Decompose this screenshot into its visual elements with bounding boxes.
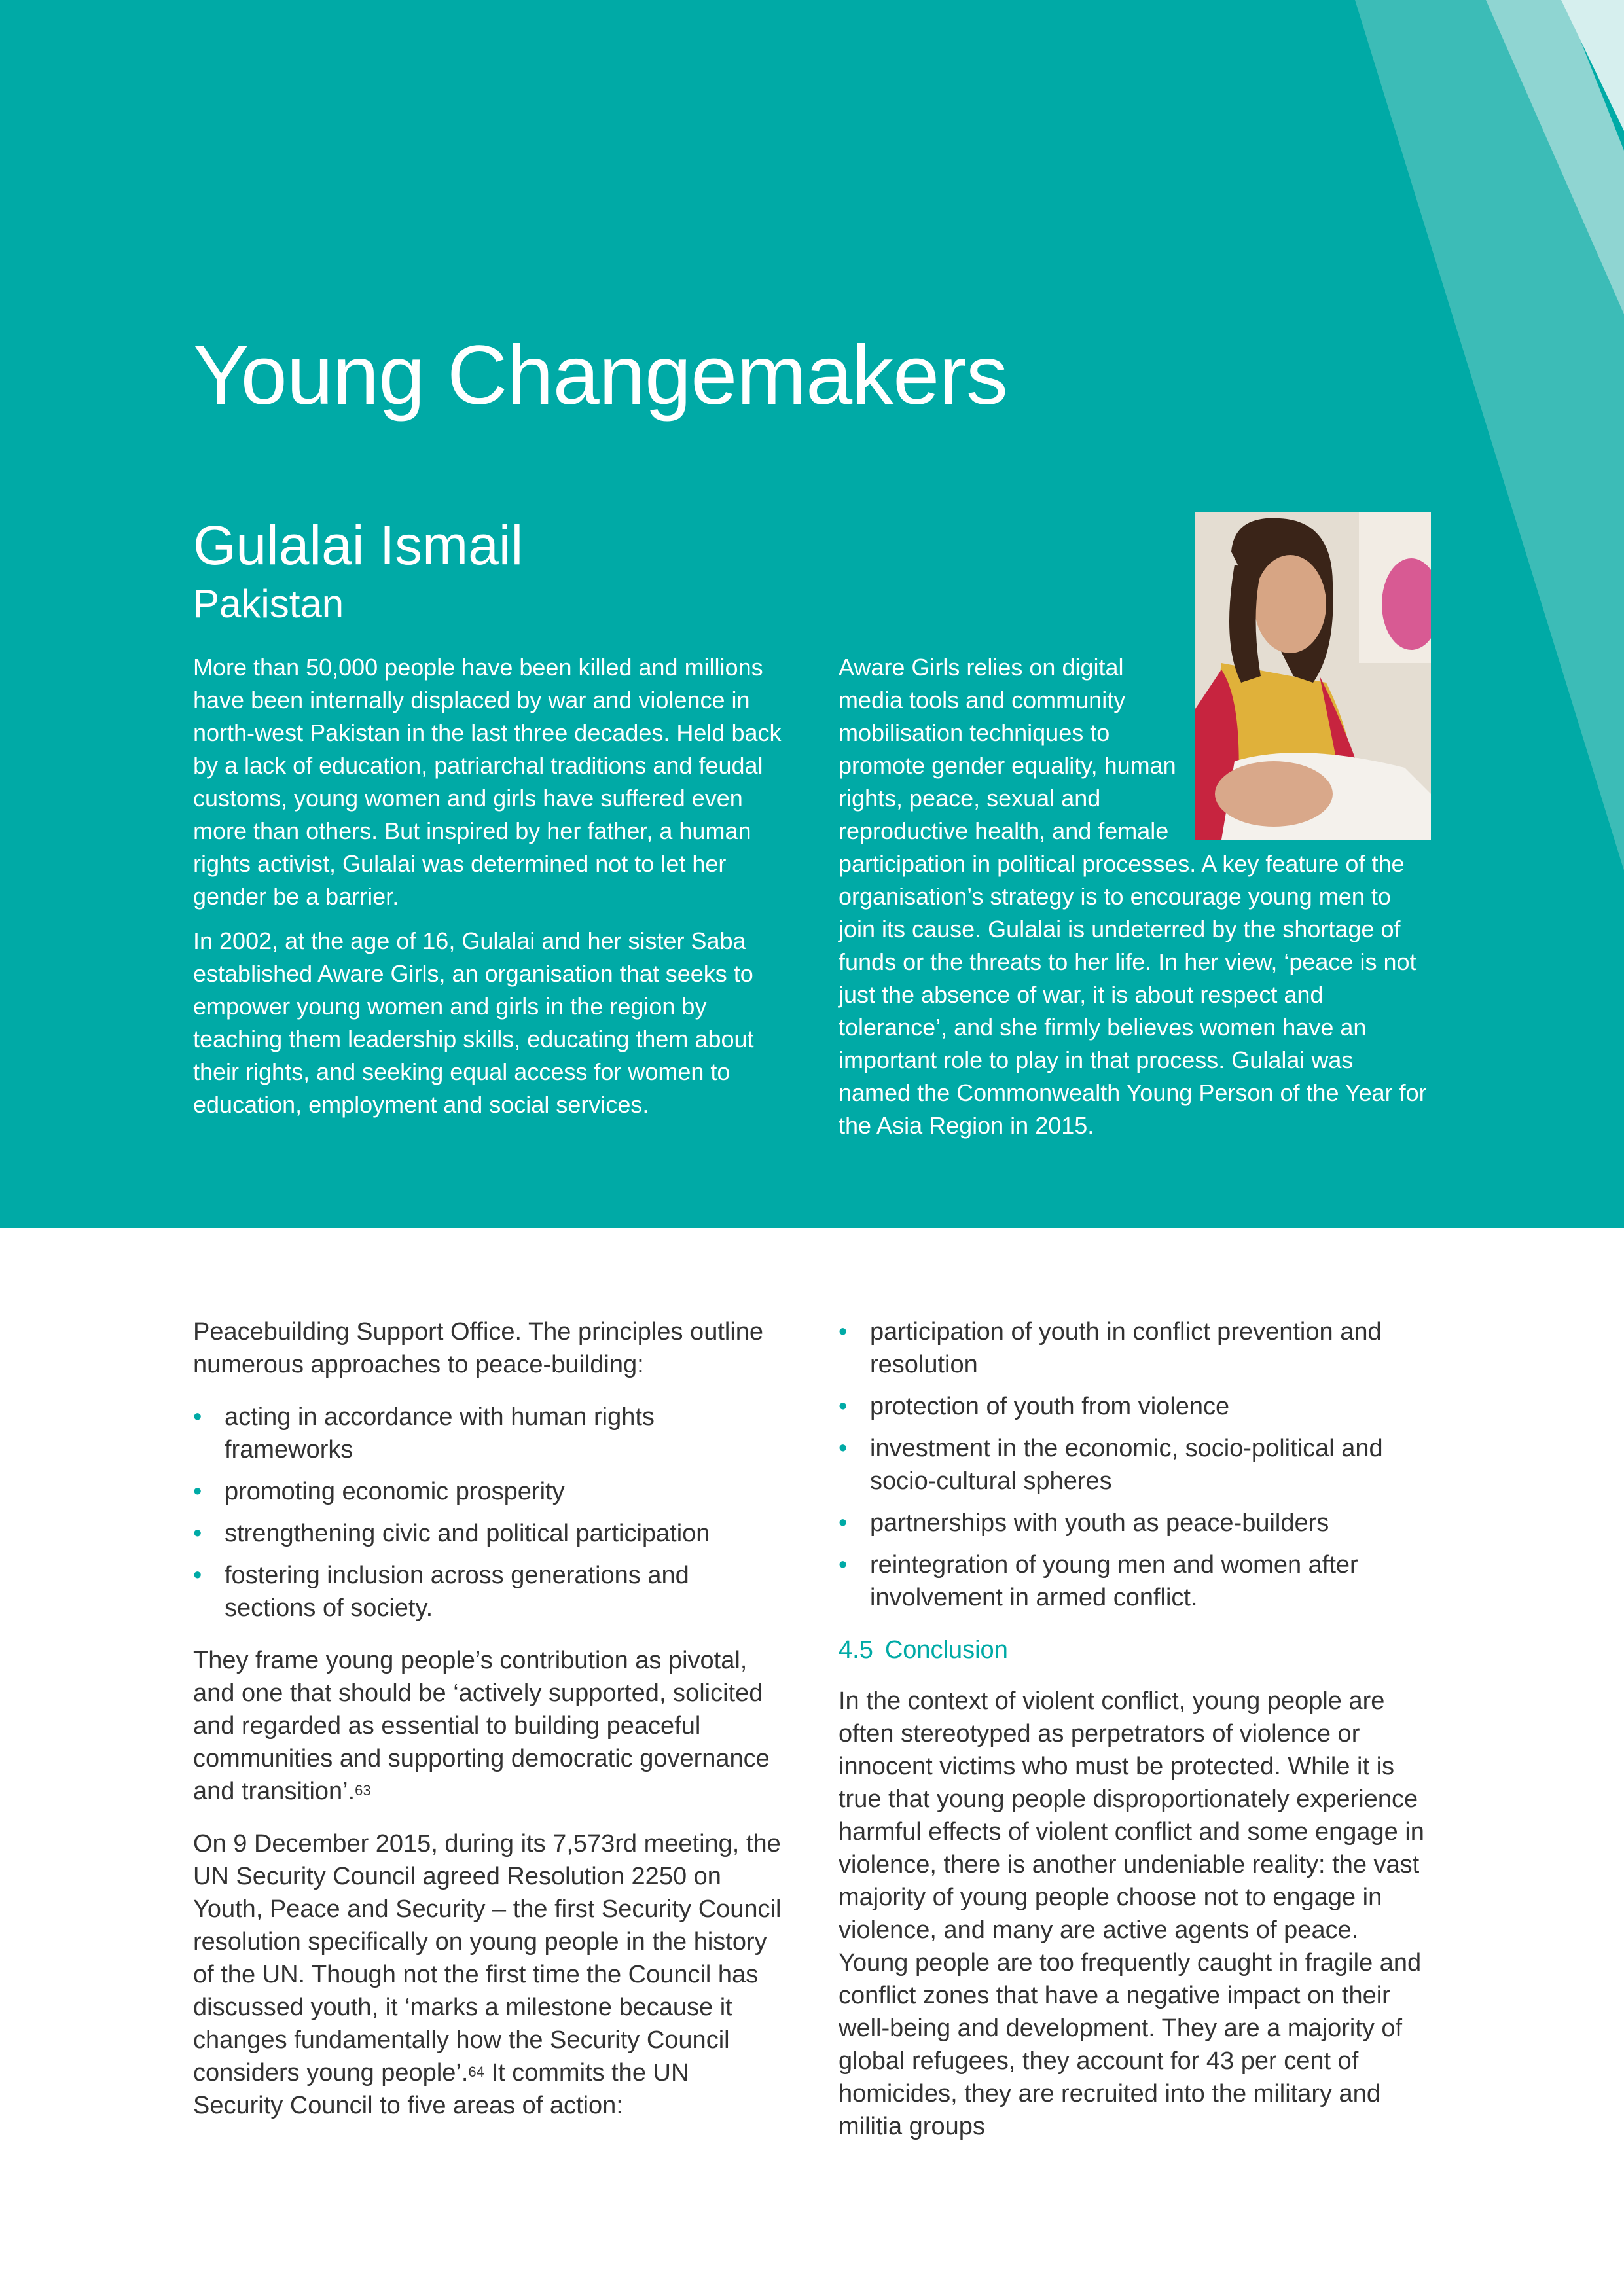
profile-column-left xyxy=(193,651,782,1133)
list-item: • promoting economic prosperity xyxy=(193,1475,785,1508)
section-heading xyxy=(839,1634,1431,1666)
action-areas-list xyxy=(839,1316,1431,1614)
profile-paragraph: In 2002, at the age of 16, Gulalai and her sister Saba established Aware Girls, an organisation that seeks to empower young women and girls in the region by teaching them leadership skills, educating them about their rights, and seeking equal access for women to education, employment and social services. xyxy=(193,927,754,1118)
list-item: • fostering inclusion across generations and sections of society. xyxy=(193,1559,785,1624)
list-item: • reintegration of young men and women after involvement in armed conflict. xyxy=(839,1549,1431,1614)
portrait-icon xyxy=(1195,512,1431,840)
footnote-ref: 63 xyxy=(355,1782,371,1799)
body-paragraph xyxy=(193,1827,785,2122)
profile-country: Pakistan xyxy=(193,582,344,626)
body-paragraph: In the context of violent conflict, young people are often stereotyped as perpetrators of violence or innocent victims who must be protected. While it is true that young people disproportionately experience harmful effects of violent conflict and some engage in violence, there is another undeniable reality: the vast majority of young people choose not to engage in violence, and many are active agents of peace. Young people are too frequently caught in fragile and conflict zones that have a negative impact on their well-being and development. They are a majority of global refugees, they account for 43 per cent of homicides, they are recruited into the military and militia groups xyxy=(839,1687,1424,2140)
list-item: • acting in accordance with human rights frameworks xyxy=(193,1401,785,1466)
profile-paragraph: Aware Girls relies on digital media tools and community mobilisation techniques to promote gender equality, human rights, peace, sexual and reproductive health, and female participation in political processes. A key feature of the organisation’s strategy is to encourage young men to join its cause. Gulalai is undeterred by the shortage of funds or the threats to her life. In her view, ‘peace is not just the absence of war, it is about respect and tolerance’, and she firmly believes women have an important role to play in that process. Gulalai was named the Commonwealth Young Person of the Year for the Asia Region in 2015. xyxy=(839,654,1427,1139)
paragraph-text: It commits the UN Security Council to five areas of action: xyxy=(193,2059,689,2119)
page-title: Young Changemakers xyxy=(193,329,1007,422)
list-item: • investment in the economic, socio-political and socio-cultural spheres xyxy=(839,1432,1431,1498)
profile-column-right xyxy=(839,651,1431,1142)
body-column-right xyxy=(839,1316,1431,2162)
list-item: • participation of youth in conflict prevention and resolution xyxy=(839,1316,1431,1381)
paragraph-text: On 9 December 2015, during its 7,573rd meeting, the UN Security Council agreed Resolution 2250 on Youth, Peace and Security – the first Security Council resolution specifically on young people in the history of the UN. Though not the first time the Council has discussed youth, it ‘marks a milestone because it changes fundamentally how the Security Council considers young people’. xyxy=(193,1830,782,2087)
profile-name: Gulalai Ismail xyxy=(193,514,524,576)
footnote-ref: 64 xyxy=(468,2064,484,2080)
section-title: Conclusion xyxy=(884,1636,1008,1664)
body-column-left xyxy=(193,1316,785,2142)
profile-paragraph: More than 50,000 people have been killed and millions have been internally displaced by war and violence in north-west Pakistan in the last three decades. Held back by a lack of education, patriarchal traditions and feudal customs, young women and girls have suffered even more than others. But inspired by her father, a human rights activist, Gulalai was determined not to let her gender be a barrier. xyxy=(193,654,782,910)
list-item: • partnerships with youth as peace-builders xyxy=(839,1507,1431,1539)
body-paragraph xyxy=(193,1644,785,1808)
section-number: 4.5 xyxy=(839,1636,873,1664)
list-item: • protection of youth from violence xyxy=(839,1390,1431,1423)
portrait-photo xyxy=(1195,512,1431,840)
list-item: • strengthening civic and political participation xyxy=(193,1517,785,1550)
paragraph-text: They frame young people’s contribution as pivotal, and one that should be ‘actively supported, solicited and regarded as essential to building peaceful communities and supporting democratic governance and transition’. xyxy=(193,1647,770,1805)
body-paragraph: Peacebuilding Support Office. The principles outline numerous approaches to peace-building: xyxy=(193,1318,764,1378)
principles-list xyxy=(193,1401,785,1624)
